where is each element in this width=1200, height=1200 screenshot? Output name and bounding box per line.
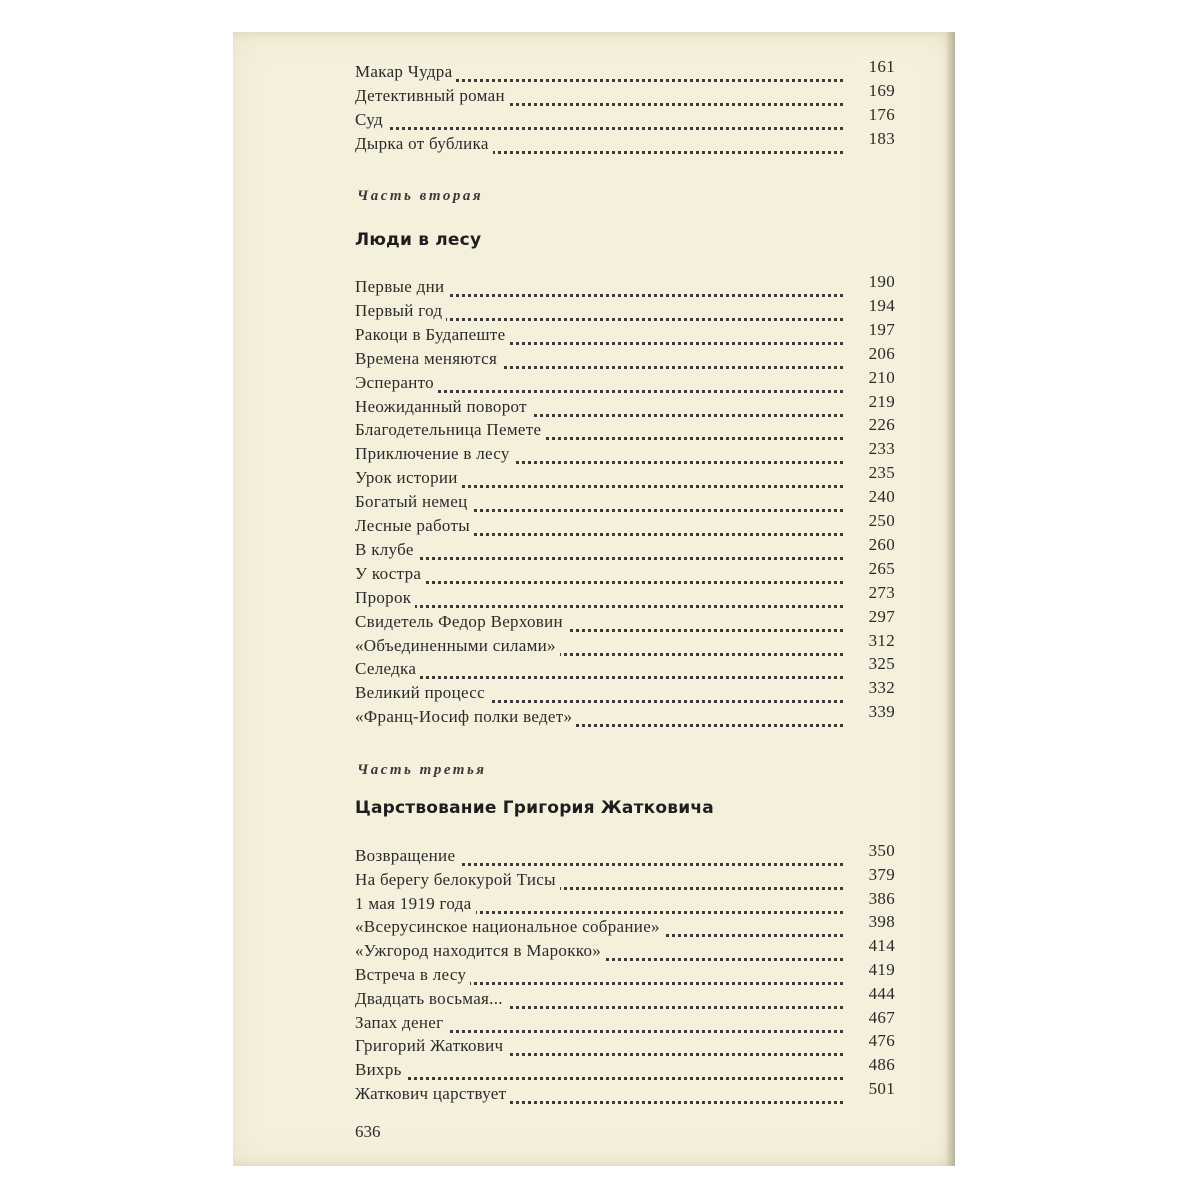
- toc-entry: [355, 936, 895, 965]
- toc-entry: [355, 606, 895, 636]
- dot-leader: [355, 591, 843, 608]
- part-two-heading: Люди в лесу: [355, 230, 482, 250]
- toc-entry: [355, 582, 895, 612]
- dot-leader: [355, 662, 843, 679]
- toc-entry-page: 325: [851, 654, 895, 674]
- table-of-contents: [355, 32, 895, 1166]
- toc-entry-page: 260: [851, 535, 895, 555]
- toc-entry-title: Урок истории: [355, 468, 462, 488]
- toc-entry-title: Встреча в лесу: [355, 965, 470, 985]
- toc-entry: [355, 415, 895, 444]
- toc-entry: [355, 912, 895, 941]
- toc-entry-page: 183: [851, 129, 895, 149]
- toc-entry-page: 194: [851, 296, 895, 316]
- toc-entry: [355, 391, 895, 421]
- toc-entry-page: 273: [851, 583, 895, 603]
- toc-entry-page: 169: [851, 81, 895, 101]
- toc-entry-page: 250: [851, 511, 895, 531]
- part-two-label: Часть вторая: [357, 188, 484, 204]
- toc-entry-title: Первые дни: [355, 277, 448, 297]
- toc-entry-page: 476: [851, 1031, 895, 1051]
- toc-entry-page: 161: [851, 57, 895, 77]
- toc-entry-title: «Всерусинское национальное собрание»: [355, 917, 664, 937]
- toc-entry-title: Свидетель Федор Верховин: [355, 612, 567, 632]
- toc-entry: [355, 1055, 895, 1084]
- toc-entry-title: «Ужгород находится в Марокко»: [355, 941, 605, 961]
- toc-entry: [355, 81, 895, 110]
- toc-entry-page: 235: [851, 463, 895, 483]
- toc-entry-page: 219: [851, 392, 895, 412]
- toc-entry: [355, 487, 895, 516]
- toc-entry-page: 379: [851, 865, 895, 885]
- toc-entry: [355, 888, 895, 918]
- part-three-label: Часть третья: [357, 762, 487, 778]
- toc-entry-title: Запах денег: [355, 1013, 447, 1033]
- toc-entry-title: На берегу белокурой Тисы: [355, 870, 560, 890]
- toc-entry-title: Двадцать восьмая...: [355, 989, 507, 1009]
- part-three-heading: Царствование Григория Жатковича: [355, 798, 714, 818]
- toc-entry: [355, 295, 895, 325]
- toc-entry-title: Времена меняются: [355, 349, 501, 369]
- toc-entry-page: 419: [851, 960, 895, 980]
- toc-entry: [355, 960, 895, 989]
- toc-entry: [355, 983, 895, 1013]
- toc-entry-title: Неожиданный поворот: [355, 397, 531, 417]
- toc-entry-title: Эсперанто: [355, 373, 438, 393]
- toc-entry-title: «Франц-Иосиф полки ведет»: [355, 707, 576, 727]
- toc-entry-page: 265: [851, 559, 895, 579]
- toc-entry: [355, 1031, 895, 1060]
- toc-entry-page: 176: [851, 105, 895, 125]
- toc-entry-title: Приключение в лесу: [355, 444, 514, 464]
- toc-entry-page: 297: [851, 607, 895, 627]
- toc-entry: [355, 630, 895, 660]
- toc-entry-page: 414: [851, 936, 895, 956]
- toc-entry: [355, 343, 895, 373]
- toc-entry-title: «Объединенными силами»: [355, 636, 560, 656]
- page-spine-shadow: [945, 32, 955, 1166]
- dot-leader: [355, 113, 843, 130]
- toc-entry: [355, 367, 895, 397]
- toc-entry: [355, 558, 895, 588]
- toc-entry-page: 197: [851, 320, 895, 340]
- toc-entry-title: Возвращение: [355, 846, 459, 866]
- toc-entry-title: Григорий Жаткович: [355, 1036, 507, 1056]
- toc-entry-page: 226: [851, 415, 895, 435]
- toc-entry-page: 467: [851, 1008, 895, 1028]
- toc-entry: [355, 1079, 895, 1108]
- dot-leader: [355, 543, 843, 560]
- toc-entry-page: 332: [851, 678, 895, 698]
- toc-entry-title: В клубе: [355, 540, 418, 560]
- toc-entry: [355, 272, 895, 301]
- toc-entry-title: Детективный роман: [355, 86, 509, 106]
- toc-entry: [355, 678, 895, 707]
- toc-entry-title: Жаткович царствует: [355, 1084, 510, 1104]
- toc-entry-title: Первый год: [355, 301, 446, 321]
- toc-entry: [355, 534, 895, 564]
- toc-entry: [355, 511, 895, 540]
- toc-entry: [355, 841, 895, 870]
- toc-entry-title: Богатый немец: [355, 492, 471, 512]
- toc-entry-title: Суд: [355, 110, 387, 130]
- toc-entry-title: Селедка: [355, 659, 420, 679]
- toc-entry-title: У костра: [355, 564, 425, 584]
- toc-entry-title: Великий процесс: [355, 683, 489, 703]
- toc-entry-page: 486: [851, 1055, 895, 1075]
- toc-entry-title: Макар Чудра: [355, 62, 456, 82]
- toc-entry: [355, 1007, 895, 1037]
- toc-entry-title: Ракоци в Будапеште: [355, 325, 509, 345]
- toc-entry-page: 210: [851, 368, 895, 388]
- toc-entry: [355, 439, 895, 468]
- toc-entry-page: 240: [851, 487, 895, 507]
- toc-entry-title: Благодетельница Пемете: [355, 420, 545, 440]
- toc-entry-page: 233: [851, 439, 895, 459]
- toc-entry-title: Вихрь: [355, 1060, 406, 1080]
- dot-leader: [355, 1063, 843, 1080]
- toc-entry-page: 339: [851, 702, 895, 722]
- toc-entry: [355, 129, 895, 158]
- toc-entry: [355, 319, 895, 349]
- page-number: 636: [355, 1122, 381, 1141]
- toc-entry-title: 1 мая 1919 года: [355, 894, 476, 914]
- toc-entry-title: Дырка от бублика: [355, 134, 493, 154]
- toc-entry-page: 206: [851, 344, 895, 364]
- toc-entry-page: 312: [851, 631, 895, 651]
- toc-entry-title: Лесные работы: [355, 516, 474, 536]
- dot-leader: [355, 567, 843, 584]
- toc-entry-page: 398: [851, 912, 895, 932]
- toc-entry-page: 190: [851, 272, 895, 292]
- toc-entry: [355, 57, 895, 86]
- toc-entry-title: Пророк: [355, 588, 415, 608]
- toc-entry: [355, 702, 895, 731]
- toc-entry: [355, 654, 895, 683]
- toc-entry-page: 501: [851, 1079, 895, 1099]
- toc-entry-page: 444: [851, 984, 895, 1004]
- toc-entry-page: 350: [851, 841, 895, 861]
- book-page: [233, 32, 955, 1166]
- toc-entry: [355, 463, 895, 492]
- toc-entry-page: 386: [851, 889, 895, 909]
- toc-entry: [355, 864, 895, 894]
- toc-entry: [355, 105, 895, 134]
